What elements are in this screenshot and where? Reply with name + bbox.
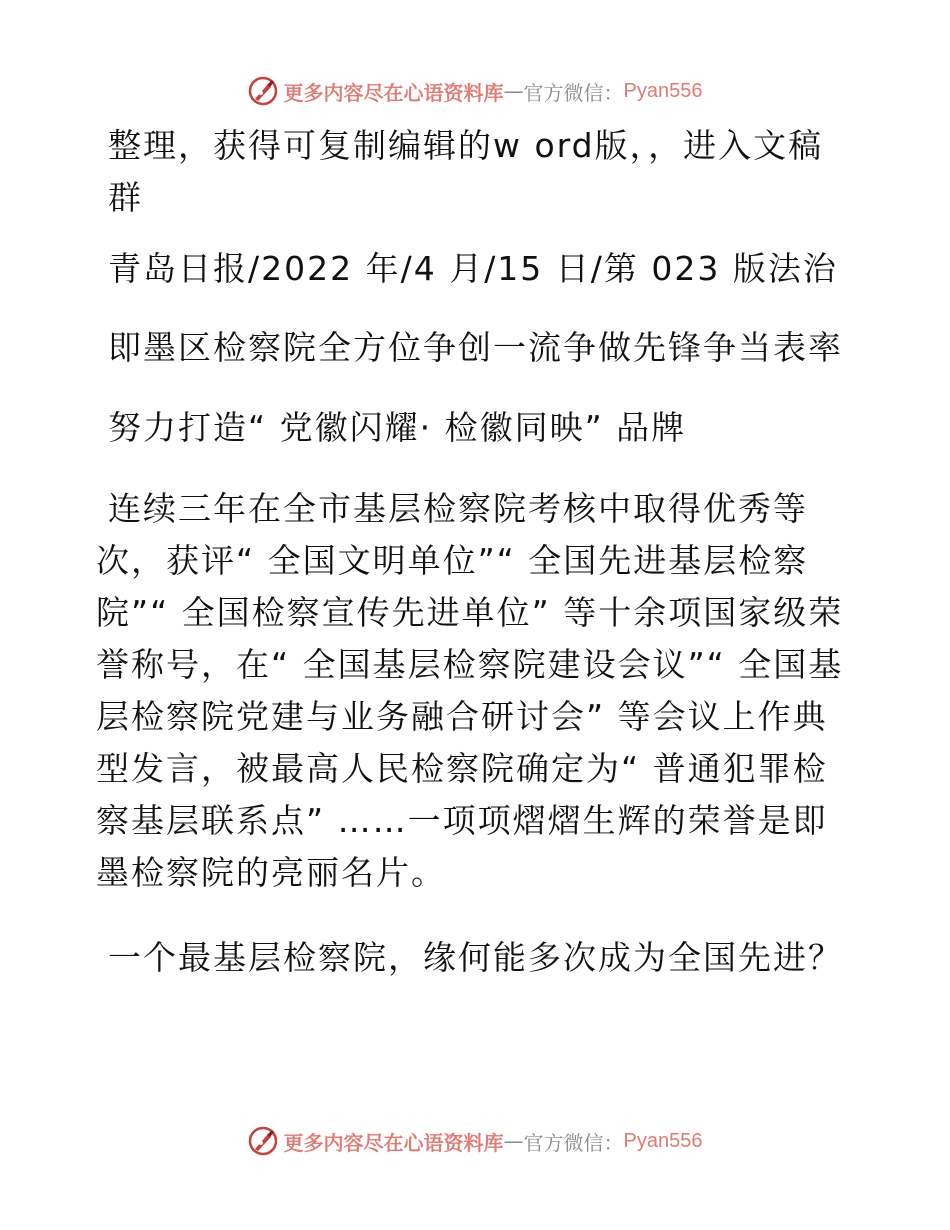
banner-wechat-id: Pyan556 bbox=[623, 79, 703, 102]
headline: 即墨区检察院全方位争创一流争做先锋争当表率 bbox=[108, 328, 843, 367]
banner-separator: — bbox=[503, 1129, 524, 1153]
banner-wechat-id: Pyan556 bbox=[623, 1129, 703, 1152]
question-paragraph: 一个最基层检察院，缘何能多次成为全国先进？ bbox=[108, 938, 843, 977]
source-line: 青岛日报/2022 年/4 月/15 日/第 023 版法治 bbox=[108, 249, 838, 288]
document-body bbox=[96, 120, 856, 984]
footer-watermark-banner bbox=[0, 1121, 950, 1161]
subheadline: 努力打造“ 党徽闪耀· 检徽同映” 品牌 bbox=[108, 408, 687, 447]
banner-main-text: 更多内容尽在心语资料库 bbox=[283, 80, 504, 105]
quill-pen-logo-icon bbox=[248, 1126, 278, 1156]
banner-main-text: 更多内容尽在心语资料库 bbox=[283, 1130, 504, 1155]
body-paragraph-text: 连续三年在全市基层检察院考核中取得优秀等次，获评“ 全国文明单位”“ 全国先进基层检察院”“ 全国检察宣传先进单位” 等十余项国家级荣誉称号，在“ 全国基层检察院建设会议”“ 全国基层检察院党建与业务融合研讨会” 等会议上作典型发言，被最高人民检察院确定为“ 普通犯罪检察基层联系点” ……一项项熠熠生辉的荣誉是即墨检察院的亮丽名片。 bbox=[96, 489, 844, 892]
header-watermark-banner bbox=[0, 71, 950, 111]
banner-separator: — bbox=[503, 79, 524, 103]
intro-paragraph: 整理，获得可复制编辑的w ord版，，进入文稿群 bbox=[108, 126, 824, 217]
banner-wechat-label: 官方微信： bbox=[523, 80, 624, 105]
banner-wechat-label: 官方微信： bbox=[523, 1130, 624, 1155]
quill-pen-logo-icon bbox=[248, 76, 278, 106]
body-paragraph bbox=[96, 483, 856, 899]
